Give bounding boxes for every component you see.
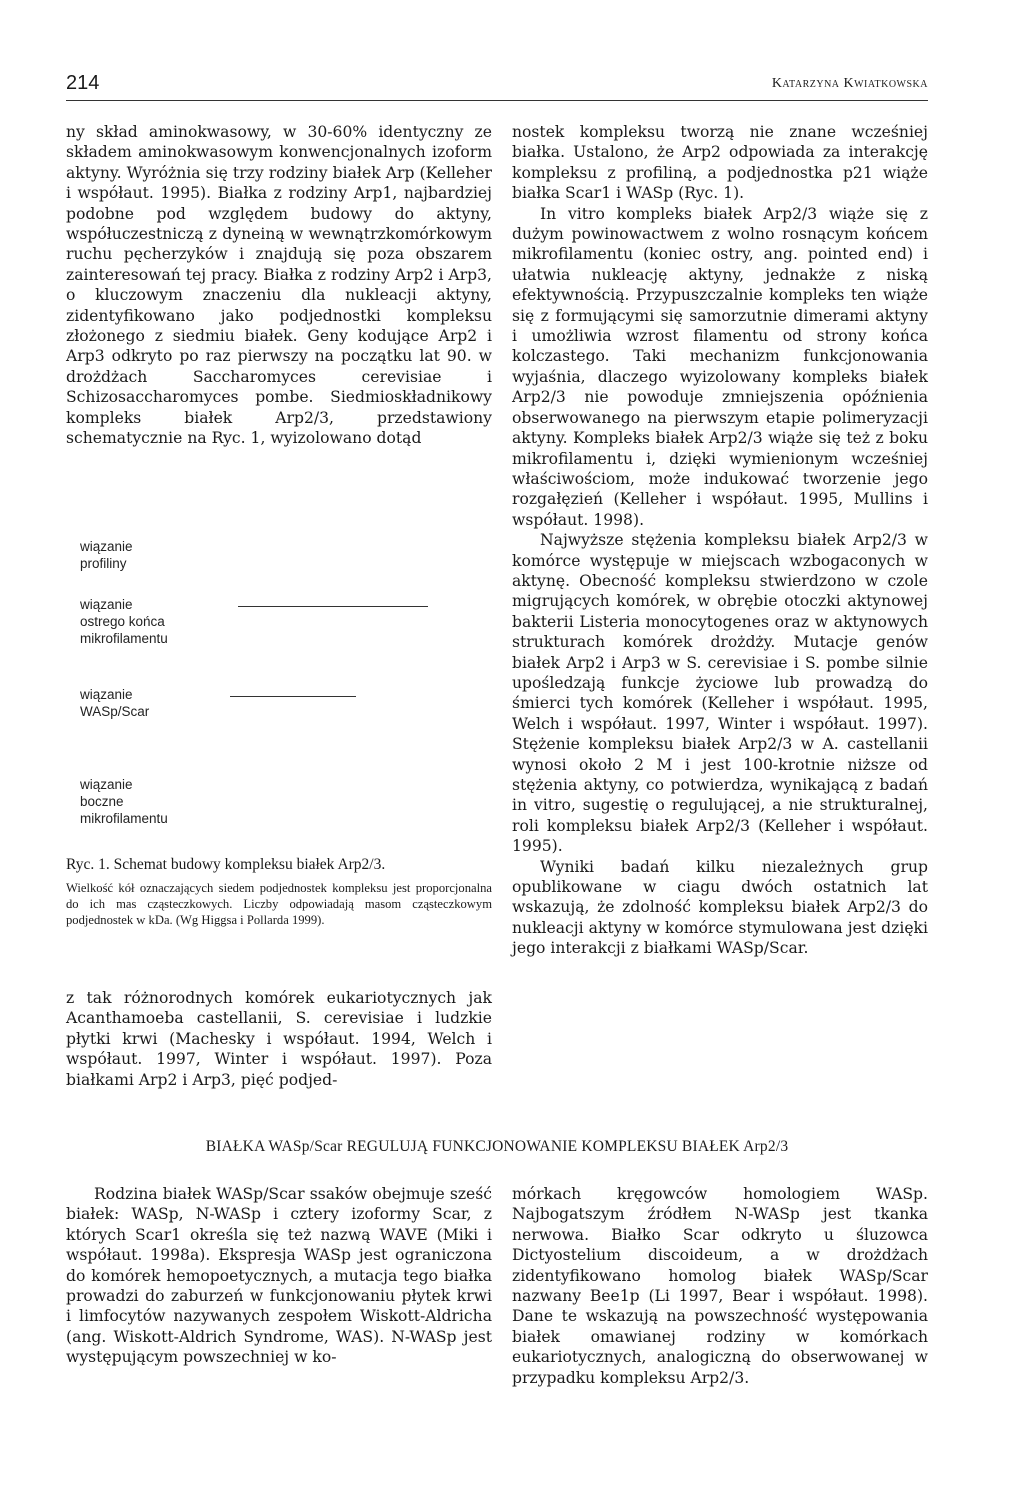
figure-label-wasp-scar: wiązanie WASp/Scar [80,687,150,719]
figure-label-profilin: wiązanie profiliny [80,539,133,571]
right-column-top [512,122,928,959]
figure-leader-line [238,606,428,607]
left-column-after-figure [66,988,492,1090]
left-column-top [66,122,492,449]
figure-leader-line [230,696,356,697]
right-column-bottom [512,1184,928,1388]
paragraph: In vitro kompleks białek Arp2/3 wiąże się z dużym powinowactwem z wolno rosnącym końcem mikrofilamentu (koniec ostry, ang. pointed end) i ułatwia nukleację aktyny, jednakże z niską efektywnością. Przypuszczalnie kompleks ten wiąże się z formującymi się samorzutnie dimerami aktyny i umożliwia wzrost filamentu od strony końca kolczastego. Taki mechanizm funkcjonowania wyjaśnia, dlaczego wyizolowany kompleks białek Arp2/3 nie powoduje zmniejszenia opóźnienia obserwowanego na pierwszym etapie polimeryzacji aktyny. Kompleks białek Arp2/3 wiąże się też z boku mikrofilamentu i, dzięki wymienionym wcześniej właściwościom, może indukować tworzenie jego rozgałęzień (Kelleher i współaut. 1995, Mullins i współaut. 1998). [512,204,928,529]
section-heading: BIAŁKA WASp/Scar REGULUJĄ FUNKCJONOWANIE KOMPLEKSU BIAŁEK Arp2/3 [205,1138,789,1155]
figure-caption-title: Ryc. 1. Schemat budowy kompleksu białek Arp2/3. [66,856,386,873]
figure-label-pointed-end: wiązanie ostrego końca mikrofilamentu [80,597,168,646]
paragraph: nostek kompleksu tworzą nie znane wcześniej białka. Ustalono, że Arp2 odpowiada za interakcję kompleksu z profiliną, a podjednostka p21 wiąże białka Scar1 i WASp (Ryc. 1). [512,123,928,203]
figure-1 [66,530,492,850]
paragraph: Rodzina białek WASp/Scar ssaków obejmuje sześć białek: WASp, N-WASp i cztery izoformy Scar, z których Scar1 określa się też nazwą WAVE (Miki i współaut. 1998a). Ekspresja WASp jest ograniczona do komórek hemopoetycznych, a mutacja tego białka prowadzi do zaburzeń w funkcjonowaniu płytek krwi i limfocytów nazywanych zespołem Wiskott-Aldricha (ang. Wiskott-Aldrich Syndrome, WAS). N-WASp jest występującym powszechniej w ko- [66,1185,492,1367]
left-column-bottom [66,1184,492,1368]
figure-caption-body: Wielkość kół oznaczających siedem podjednostek kompleksu jest proporcjonalna do ich mas cząsteczkowych. Liczby odpowiadają masom cząsteczkowym podjednostek w kDa. (Wg Higgsa i Pollarda 1999). [66,881,492,928]
paragraph: ny skład aminokwasowy, w 30-60% identyczny ze składem aminokwasowym konwencjonalnych izoform aktyny. Wyróżnia się trzy rodziny białek Arp (Kelleher i współaut. 1995). Białka z rodziny Arp1, najbardziej podobne pod względem budowy do aktyny, współuczestniczą z dyneiną w wewnątrzkomórkowym ruchu pęcherzyków i znajdują się poza obszarem zainteresowań tej pracy. Białka z rodziny Arp2 i Arp3, o kluczowym znaczeniu dla nukleacji aktyny, zidentyfikowano jako podjednostki kompleksu złożonego z siedmiu białek. Geny kodujące Arp2 i Arp3 odkryto po raz pierwszy na początku lat 90. w drożdżach Saccharomyces cerevisiae i Schizosaccharomyces pombe. Siedmioskładnikowy kompleks białek Arp2/3, przedstawiony schematycznie na Ryc. 1, wyizolowano dotąd [66,123,492,448]
paragraph: z tak różnorodnych komórek eukariotycznych jak Acanthamoeba castellanii, S. cerevisiae i ludzkie płytki krwi (Machesky i współaut. 1994, Welch i współaut. 1997, Winter i współaut. 1997). Poza białkami Arp2 i Arp3, pięć podjed- [66,989,492,1089]
page-number: 214 [66,72,100,94]
paragraph: mórkach kręgowców homologiem WASp. Najbogatszym źródłem N-WASp jest tkanka nerwowa. Białko Scar odkryto u śluzowca Dictyostelium discoideum, a w drożdżach zidentyfikowano homolog białek WASp/Scar nazwany Bee1p (Li 1997, Bear i współaut. 1998). Dane te wskazują na powszechność występowania białek omawianej rodziny w komórkach eukariotycznych, analogiczną do obserwowanej w przypadku kompleksu Arp2/3. [512,1185,928,1387]
page-header [66,72,928,101]
paragraph: Wyniki badań kilku niezależnych grup opublikowane w ciagu dwóch ostatnich lat wskazują, że zdolność kompleksu białek Arp2/3 do nukleacji aktyny w komórce stymulowana jest dzięki jego interakcji z białkami WASp/Scar. [512,857,928,958]
figure-label-side-binding: wiązanie boczne mikrofilamentu [80,777,168,826]
running-title: Katarzyna Kwiatkowska [771,76,928,91]
paragraph: Najwyższe stężenia kompleksu białek Arp2/3 w komórce występuje w miejscach wzbogaconych w aktynę. Obecność kompleksu stwierdzono w czole migrujących komórek, w obrębie otoczki aktynowej bakterii Listeria monocytogenes oraz w aktynowych strukturach komórek drożdży. Mutacje genów białek Arp2 i Arp3 w S. cerevisiae i S. pombe silnie upośledzają funkcje życiowe lub prowadzą do śmierci tych komórek (Kelleher i współaut. 1995, Welch i współaut. 1997, Winter i współaut. 1997). Stężenie kompleksu białek Arp2/3 w A. castellanii wynosi około 2 M i jest 100-krotnie niższe od stężenia aktyny, co potwierdza, wynikającą z badań in vitro, sugestię o regulującej, a nie strukturalnej, roli kompleksu białek Arp2/3 (Kelleher i współaut. 1995). [512,531,928,856]
